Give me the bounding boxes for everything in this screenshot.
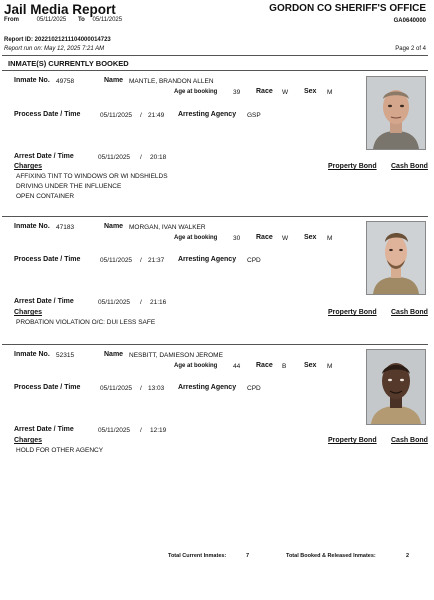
inmate-no-label: Inmate No. [14,223,50,230]
age-label: Age at booking [174,363,218,369]
inmate-no-label: Inmate No. [14,77,50,84]
to-date: 05/11/2025 [92,17,123,23]
process-date: 05/11/2025 [100,112,133,119]
arrest-time: 20:18 [150,154,167,161]
arrest-date: 05/11/2025 [98,154,131,161]
arrest-time: 21:16 [150,299,167,306]
sex-value: M [327,363,333,370]
person-silhouette-icon [367,222,425,294]
charge-item: OPEN CONTAINER [16,193,75,200]
name-value: MORGAN, IVAN WALKER [129,224,206,231]
name-label: Name [104,223,124,230]
agency-value: GSP [247,112,261,119]
section-title: INMATE(S) CURRENTLY BOOKED [8,59,129,68]
sex-value: M [327,235,333,242]
inmate-no-value: 47183 [56,224,75,231]
sex-label: Sex [304,88,317,95]
agency-label: Arresting Agency [178,384,237,391]
sex-label: Sex [304,234,317,241]
charges-label: Charges [14,163,43,170]
process-date: 05/11/2025 [100,257,133,264]
name-label: Name [104,351,124,358]
process-date: 05/11/2025 [100,385,133,392]
process-time: 21:49 [148,112,165,119]
arrest-time: 12:19 [150,427,167,434]
age-label: Age at booking [174,89,218,95]
divider [2,70,428,71]
agency-label: Arresting Agency [178,256,237,263]
charges-label: Charges [14,309,43,316]
dt-separator: / [140,257,142,264]
report-title: Jail Media Report [4,2,116,17]
office-name: GORDON CO SHERIFF'S OFFICE [269,3,426,14]
process-time: 13:03 [148,385,165,392]
person-silhouette-icon [367,77,425,149]
dt-separator: / [140,154,142,161]
charge-item: PROBATION VIOLATION O/C: DUI LESS SAFE [16,319,156,326]
mugshot-photo [366,76,426,150]
arrest-dt-label: Arrest Date / Time [14,153,74,160]
name-value: NESBITT, DAMIESON JEROME [129,352,223,359]
arrest-dt-label: Arrest Date / Time [14,298,74,305]
agency-label: Arresting Agency [178,111,237,118]
cash-bond-label: Cash Bond [391,163,428,170]
age-label: Age at booking [174,235,218,241]
dt-separator: / [140,299,142,306]
page-number: Page 2 of 4 [395,46,426,52]
race-label: Race [256,88,273,95]
race-label: Race [256,234,273,241]
age-value: 30 [233,235,241,242]
age-value: 44 [233,363,241,370]
dt-separator: / [140,427,142,434]
process-time: 21:37 [148,257,165,264]
sex-label: Sex [304,362,317,369]
charge-item: DRIVING UNDER THE INFLUENCE [16,183,122,190]
total-released-label: Total Booked & Released Inmates: [286,553,376,559]
race-value: W [282,235,289,242]
race-label: Race [256,362,273,369]
agency-value: CPD [247,257,261,264]
from-date: 05/11/2025 [36,17,67,23]
total-current-value: 7 [246,553,250,559]
inmate-no-label: Inmate No. [14,351,50,358]
property-bond-label: Property Bond [328,437,377,444]
inmate-no-value: 52315 [56,352,75,359]
name-value: MANTLE, BRANDON ALLEN [129,78,214,85]
agency-value: CPD [247,385,261,392]
process-dt-label: Process Date / Time [14,384,81,391]
mugshot-photo [366,221,426,295]
charges-label: Charges [14,437,43,444]
charge-item: HOLD FOR OTHER AGENCY [16,447,104,454]
total-current-label: Total Current Inmates: [168,553,227,559]
from-label: From [4,17,19,23]
dt-separator: / [140,385,142,392]
cash-bond-label: Cash Bond [391,437,428,444]
report-id: Report ID: 20221021211104000014723 [4,37,111,43]
mugshot-photo [366,349,426,425]
inmate-no-value: 49758 [56,78,75,85]
process-dt-label: Process Date / Time [14,256,81,263]
property-bond-label: Property Bond [328,163,377,170]
race-value: B [282,363,287,370]
process-dt-label: Process Date / Time [14,111,81,118]
report-run-on: Report run on: May 12, 2025 7:21 AM [4,46,105,52]
agency-ori: GA0640000 [393,18,426,24]
person-silhouette-icon [367,350,425,424]
charge-item: AFFIXING TINT TO WINDOWS OR WI NDSHIELDS [16,173,168,180]
arrest-date: 05/11/2025 [98,427,131,434]
divider [2,55,428,56]
race-value: W [282,89,289,96]
name-label: Name [104,77,124,84]
to-label: To [77,17,85,23]
arrest-date: 05/11/2025 [98,299,131,306]
divider [2,344,428,345]
date-range [4,17,122,23]
arrest-dt-label: Arrest Date / Time [14,426,74,433]
total-released-value: 2 [406,553,410,559]
property-bond-label: Property Bond [328,309,377,316]
age-value: 39 [233,89,241,96]
divider [2,216,428,217]
dt-separator: / [140,112,142,119]
cash-bond-label: Cash Bond [391,309,428,316]
sex-value: M [327,89,333,96]
